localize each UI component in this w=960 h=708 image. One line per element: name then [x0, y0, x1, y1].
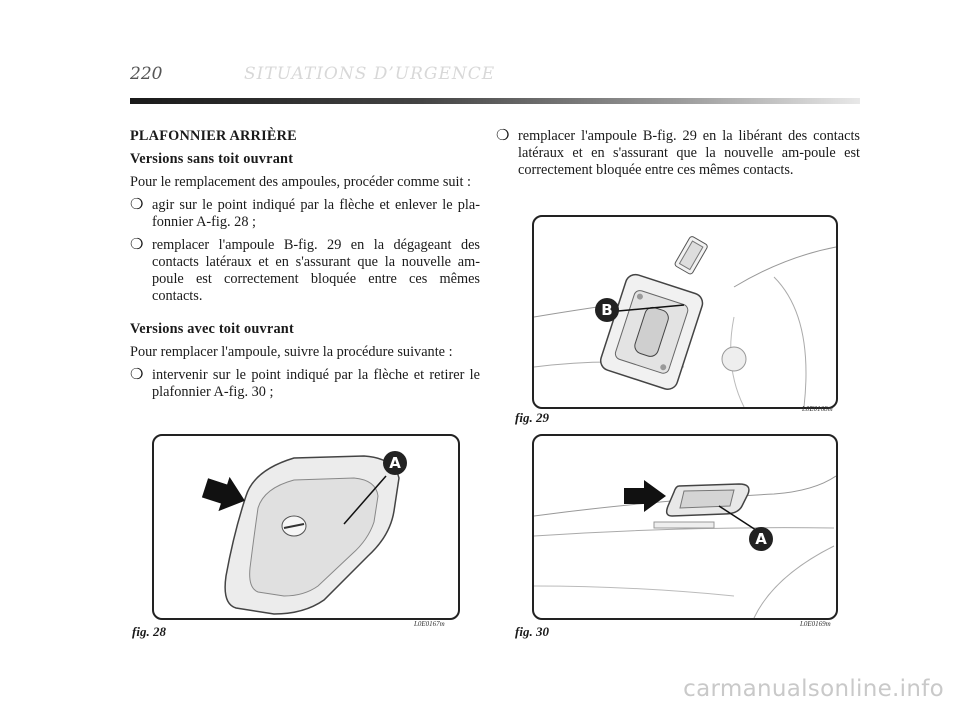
- callout-label-a: [382, 450, 408, 476]
- section-heading: PLAFONNIER ARRIÈRE: [130, 128, 297, 144]
- section-title: SITUATIONS D’URGENCE: [244, 64, 496, 84]
- svg-text:B: B: [601, 301, 613, 319]
- bullet-icon: ❍: [130, 367, 144, 383]
- figure-29: [532, 215, 838, 409]
- figure-29-caption: fig. 29: [515, 410, 549, 425]
- svg-text:A: A: [755, 530, 767, 548]
- list-item: [496, 128, 860, 179]
- figure-30: [532, 434, 838, 620]
- list-item: [130, 237, 480, 305]
- subheading-sunroof: Versions avec toit ouvrant: [130, 321, 294, 337]
- callout-label-a: [748, 526, 774, 552]
- list-item: [130, 367, 480, 401]
- step-text: remplacer l'ampoule B-fig. 29 en la dégageant des contacts latéraux et en s'assurant que la nouvelle am-poule est correctement bloquée entre ces mêmes contacts.: [152, 237, 480, 304]
- ceiling-light-sunroof-illustration: [534, 436, 836, 618]
- intro-text: Pour le remplacement des ampoules, procéder comme suit :: [130, 174, 472, 190]
- intro-text: Pour remplacer l'ampoule, suivre la procédure suivante :: [130, 344, 453, 360]
- figure-29-code: L0E0168m: [802, 405, 833, 413]
- list-item: [130, 197, 480, 231]
- page-number: 220: [130, 64, 163, 84]
- bulb-holder-illustration: [534, 217, 836, 407]
- figure-30-caption: fig. 30: [515, 624, 549, 639]
- svg-text:A: A: [389, 454, 401, 472]
- step-text: agir sur le point indiqué par la flèche et enlever le pla-fonnier A-fig. 28 ;: [152, 197, 480, 230]
- subheading-no-sunroof: Versions sans toit ouvrant: [130, 151, 294, 167]
- header-rule: [130, 98, 860, 104]
- bullet-icon: ❍: [496, 128, 510, 144]
- figure-30-code: L0E0169m: [800, 620, 831, 628]
- bullet-icon: ❍: [130, 197, 144, 213]
- ceiling-light-illustration: [154, 436, 458, 618]
- bullet-icon: ❍: [130, 237, 144, 253]
- callout-label-b: [594, 297, 620, 323]
- figure-28: [152, 434, 460, 620]
- left-column: [130, 128, 480, 407]
- figure-28-code: L0E0167m: [414, 620, 445, 628]
- figure-28-caption: fig. 28: [132, 624, 166, 639]
- watermark-text: carmanualsonline.info: [683, 676, 944, 702]
- step-text: intervenir sur le point indiqué par la flèche et retirer le plafonnier A-fig. 30 ;: [152, 367, 480, 400]
- step-text: remplacer l'ampoule B-fig. 29 en la libérant des contacts latéraux et en s'assurant que la nouvelle am-poule est correctement bloquée entre ces mêmes contacts.: [518, 128, 860, 178]
- right-column: [496, 128, 860, 185]
